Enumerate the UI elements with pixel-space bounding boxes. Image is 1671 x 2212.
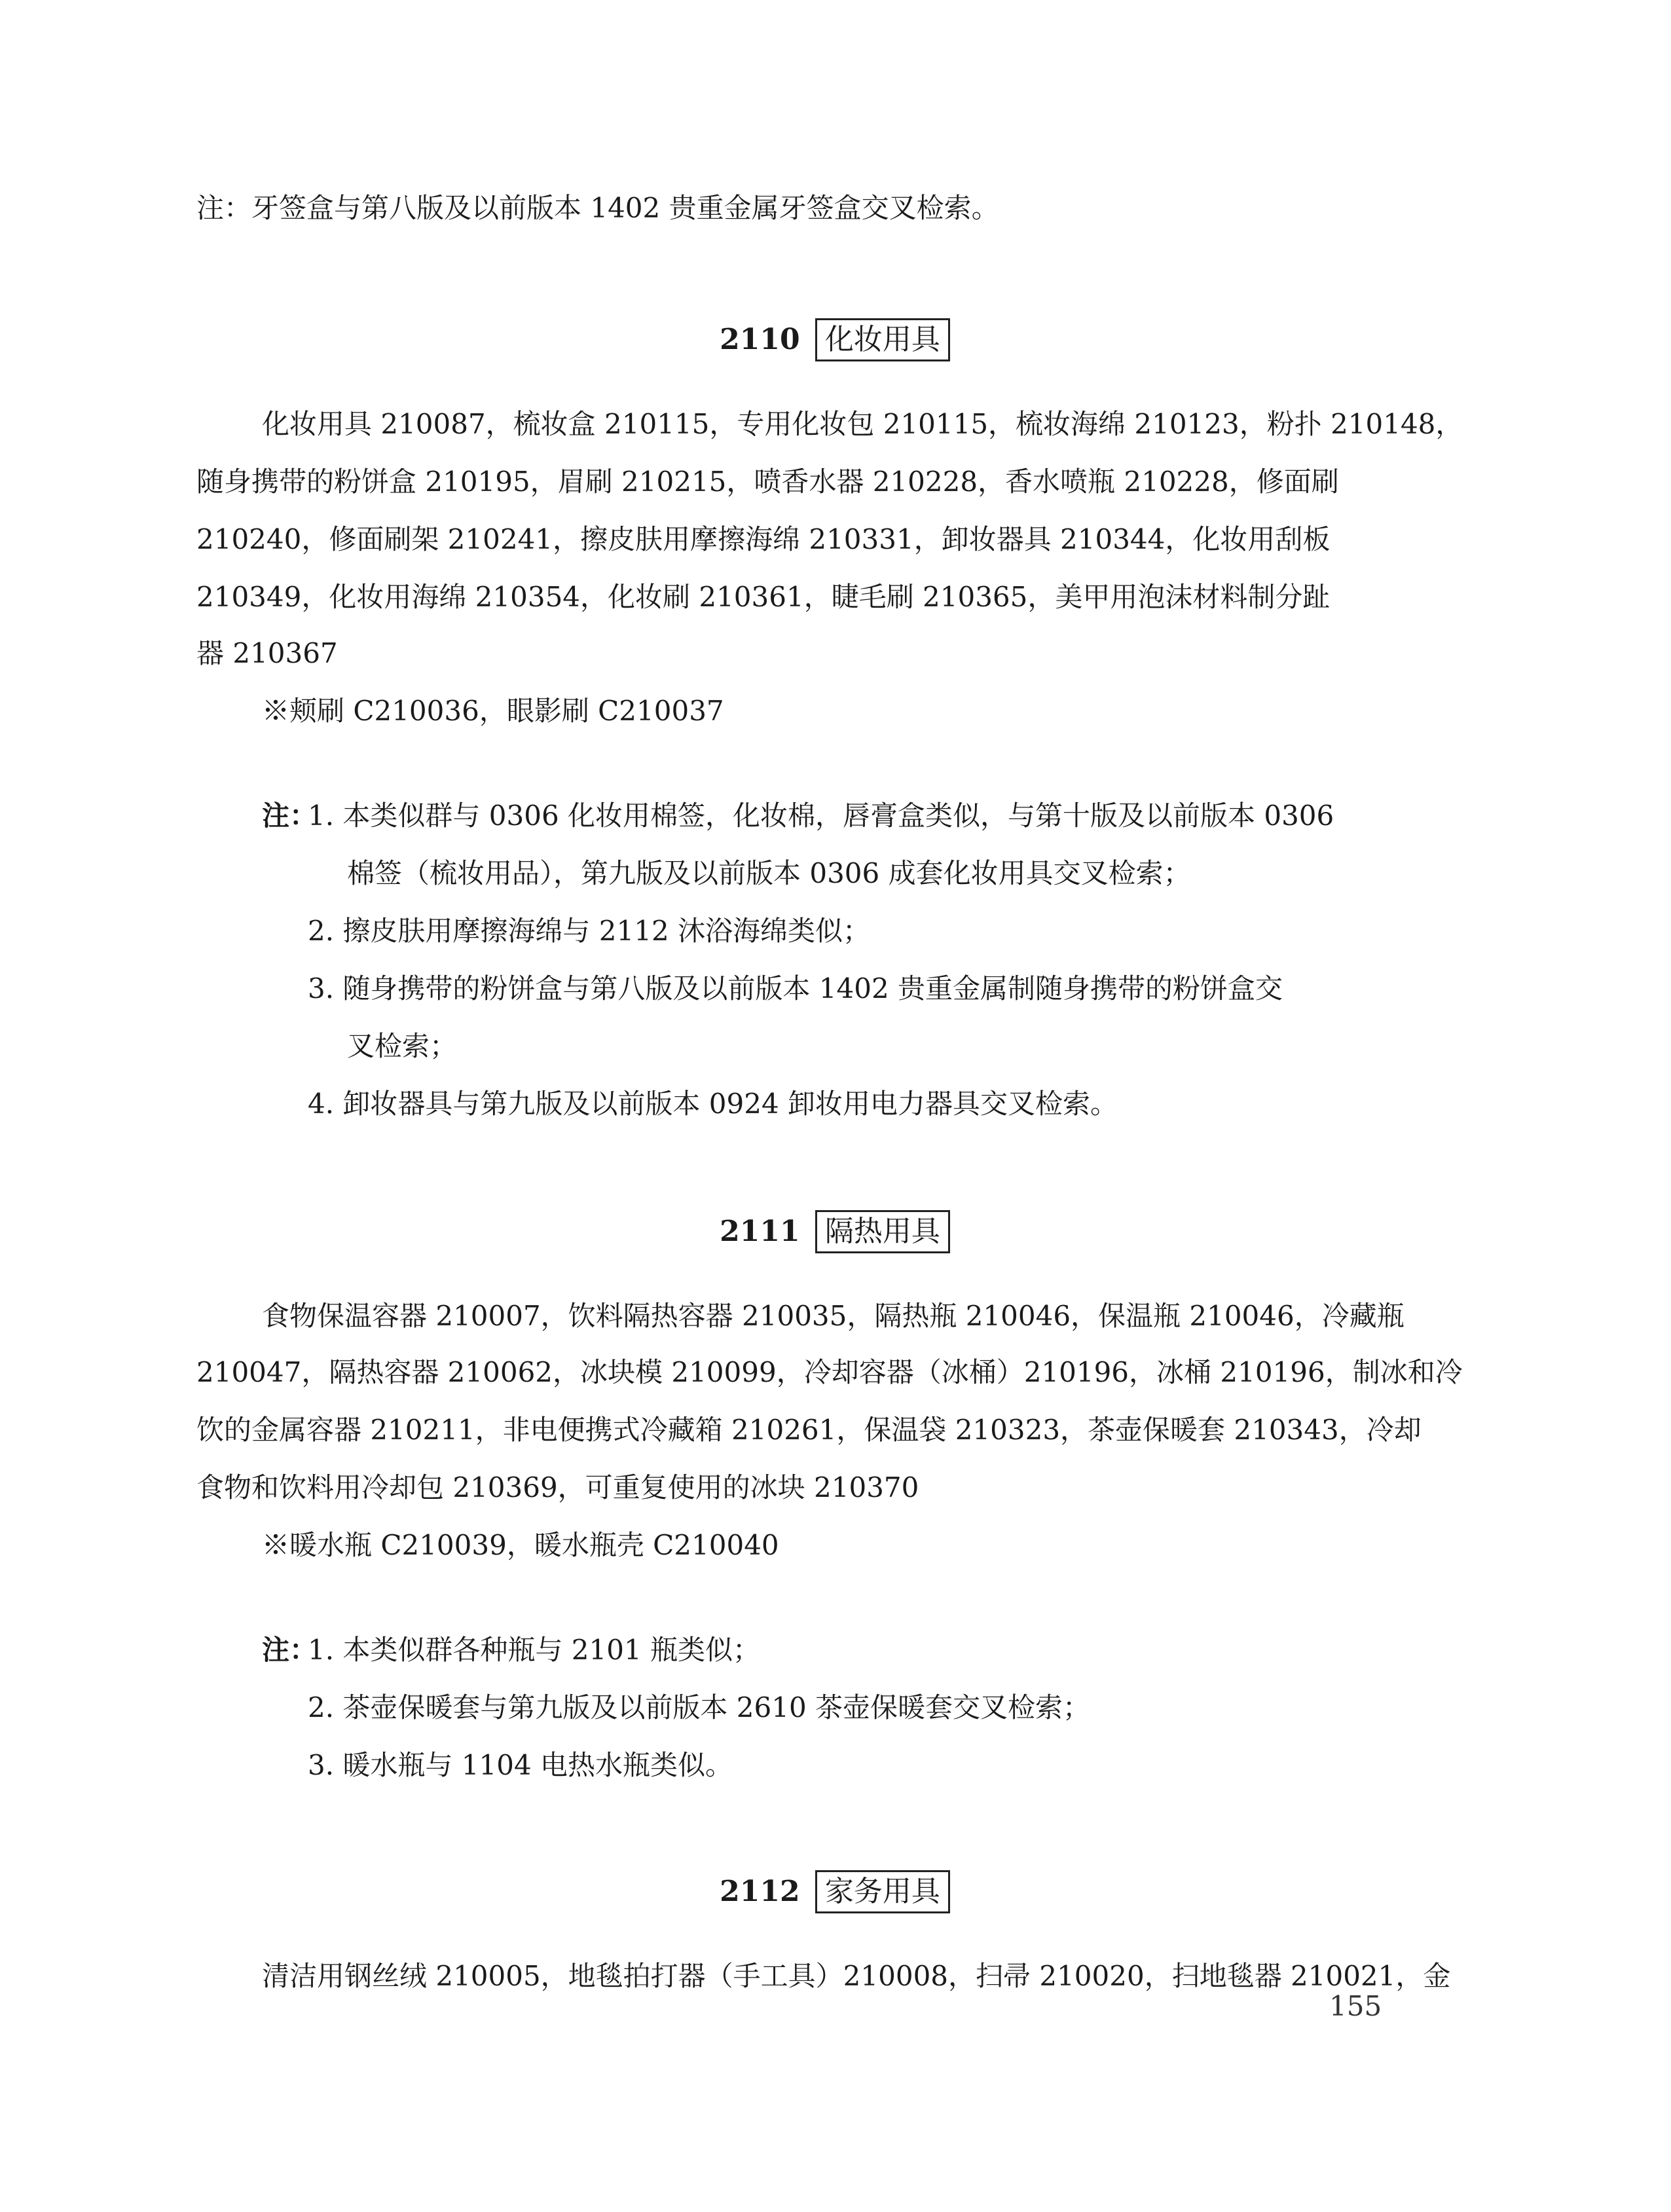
page-number: 155 bbox=[1329, 1990, 1382, 2022]
note-item: 2. 擦皮肤用摩擦海绵与 2112 沐浴海绵类似； bbox=[308, 915, 871, 947]
body-line: 食物保温容器 210007，饮料隔热容器 210035，隔热瓶 210046，保温瓶 210046，冷藏瓶 bbox=[262, 1300, 1405, 1332]
section-heading-2112 bbox=[196, 1870, 1473, 1913]
note-item: 4. 卸妆器具与第九版及以前版本 0924 卸妆用电力器具交叉检索。 bbox=[308, 1088, 1118, 1120]
section-code: 2110 bbox=[720, 323, 800, 356]
section-heading-2110 bbox=[196, 318, 1473, 361]
note-item: 3. 暖水瓶与 1104 电热水瓶类似。 bbox=[308, 1749, 733, 1781]
note-item: 棉签（梳妆用品），第九版及以前版本 0306 成套化妆用具交叉检索； bbox=[347, 857, 1191, 889]
section-code: 2112 bbox=[720, 1875, 800, 1908]
body-line: 清洁用钢丝绒 210005，地毯拍打器（手工具）210008，扫帚 210020，扫地毯器 210021，金 bbox=[262, 1960, 1451, 1992]
extra-line: ※暖水瓶 C210039，暖水瓶壳 C210040 bbox=[262, 1529, 779, 1561]
note-item: 1. 本类似群与 0306 化妆用棉签，化妆棉，唇膏盒类似，与第十版及以前版本 0306 bbox=[308, 800, 1334, 832]
body-line: 化妆用具 210087，梳妆盒 210115，专用化妆包 210115，梳妆海绵 210123，粉扑 210148， bbox=[262, 408, 1463, 440]
body-line: 210349，化妆用海绵 210354，化妆刷 210361，睫毛刷 210365，美甲用泡沫材料制分趾 bbox=[196, 581, 1331, 613]
note-label: 注： bbox=[262, 1634, 318, 1666]
note-item: 1. 本类似群各种瓶与 2101 瓶类似； bbox=[308, 1634, 761, 1666]
section-title: 隔热用具 bbox=[815, 1210, 950, 1253]
body-line: 食物和饮料用冷却包 210369，可重复使用的冰块 210370 bbox=[196, 1471, 919, 1503]
section-title: 家务用具 bbox=[815, 1870, 950, 1913]
body-line: 饮的金属容器 210211，非电便携式冷藏箱 210261，保温袋 210323，茶壶保暖套 210343，冷却 bbox=[196, 1414, 1422, 1446]
body-line: 随身携带的粉饼盒 210195，眉刷 210215，喷香水器 210228，香水喷瓶 210228，修面刷 bbox=[196, 466, 1339, 498]
body-line: 器 210367 bbox=[196, 637, 338, 669]
note-item: 3. 随身携带的粉饼盒与第八版及以前版本 1402 贵重金属制随身携带的粉饼盒交 bbox=[308, 972, 1283, 1005]
note-item: 2. 茶壶保暖套与第九版及以前版本 2610 茶壶保暖套交叉检索； bbox=[308, 1691, 1091, 1724]
extra-line: ※颊刷 C210036，眼影刷 C210037 bbox=[262, 695, 724, 727]
note-label: 注： bbox=[262, 800, 318, 832]
section-title: 化妆用具 bbox=[815, 318, 950, 361]
section-heading-2111 bbox=[196, 1210, 1473, 1253]
note-item: 叉检索； bbox=[347, 1030, 458, 1062]
top-note: 注：牙签盒与第八版及以前版本 1402 贵重金属牙签盒交叉检索。 bbox=[196, 192, 999, 224]
body-line: 210047，隔热容器 210062，冰块模 210099，冷却容器（冰桶）210196，冰桶 210196，制冰和冷 bbox=[196, 1356, 1463, 1388]
body-line: 210240，修面刷架 210241，擦皮肤用摩擦海绵 210331，卸妆器具 210344，化妆用刮板 bbox=[196, 523, 1331, 555]
section-code: 2111 bbox=[720, 1215, 800, 1248]
